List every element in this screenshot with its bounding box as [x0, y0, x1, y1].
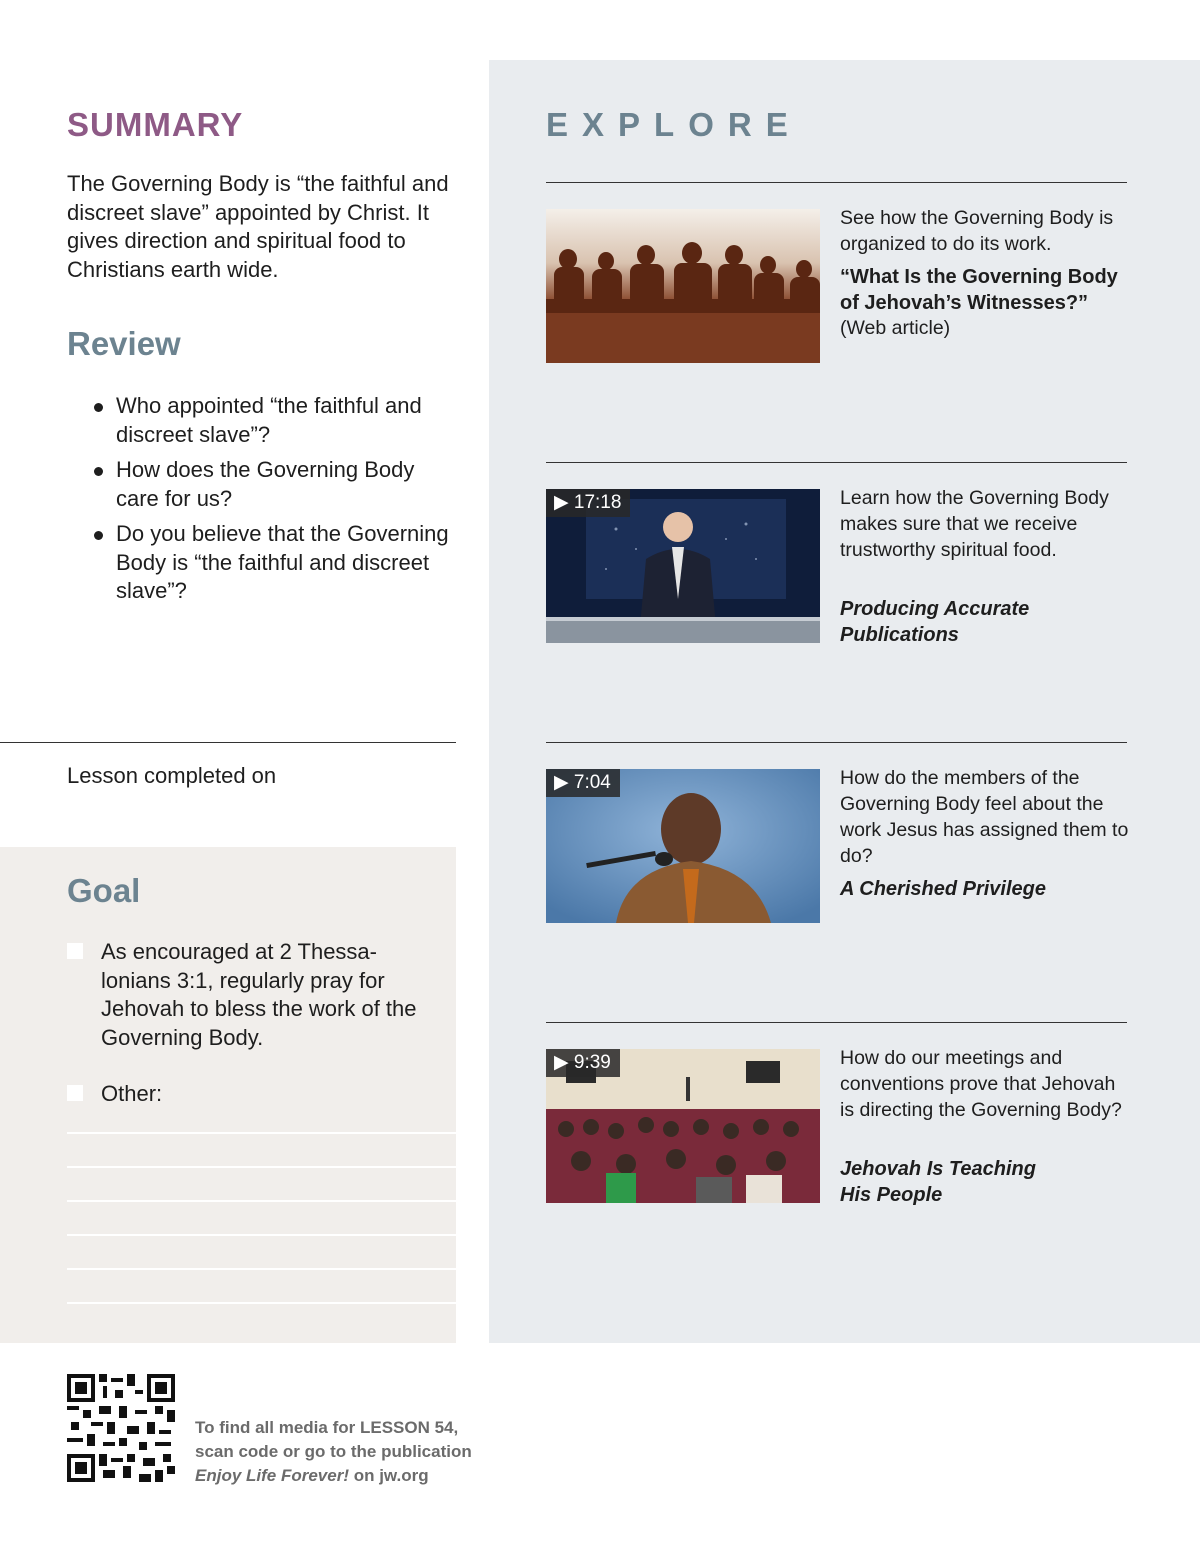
write-line[interactable]	[67, 1132, 456, 1134]
checkbox[interactable]	[67, 1085, 83, 1101]
publication-title[interactable]: Enjoy Life Forever!	[195, 1466, 349, 1485]
footer-line: scan code or go to the publication	[195, 1442, 472, 1461]
explore-description: How do the members of the Governing Body feel about the work Jesus has assigned them to do?	[840, 767, 1129, 867]
explore-thumbnail-image[interactable]	[546, 209, 820, 363]
video-duration: ▶ 7:04	[546, 769, 620, 797]
explore-thumbnail-video[interactable]	[546, 489, 820, 643]
lesson-completed-label: Lesson completed on	[67, 763, 277, 788]
footer-suffix: on jw.org	[348, 1466, 429, 1485]
explore-thumbnail-video[interactable]	[546, 769, 820, 923]
divider	[546, 462, 1127, 463]
review-question: Do you believe that the Governing Body is “the faithful and discreet slave”?	[90, 520, 460, 606]
review-question: How does the Governing Body care for us?	[90, 456, 460, 513]
footer-line	[195, 1464, 515, 1488]
summary-heading: SUMMARY	[67, 106, 244, 143]
explore-link-title[interactable]: Jehovah Is Teaching His People	[840, 1158, 1036, 1206]
footer-text	[195, 1416, 515, 1488]
checkbox[interactable]	[67, 943, 83, 959]
explore-description: Learn how the Governing Body makes sure that we receive trustworthy spiritual food.	[840, 487, 1109, 561]
write-line[interactable]	[67, 1166, 456, 1168]
write-line[interactable]	[67, 1268, 456, 1270]
video-duration: ▶ 9:39	[546, 1049, 620, 1077]
explore-thumbnail-video[interactable]	[546, 1049, 820, 1203]
write-line[interactable]	[67, 1200, 456, 1202]
write-line[interactable]	[67, 1302, 456, 1304]
write-line[interactable]	[67, 1234, 456, 1236]
goal-item-other	[67, 1080, 427, 1110]
explore-description: How do our meetings and conventions prove that Jehovah is directing the Governing Body?	[840, 1047, 1122, 1121]
review-list	[90, 392, 460, 613]
explore-heading: EXPLORE	[546, 106, 802, 143]
qr-code-icon[interactable]	[67, 1374, 175, 1482]
explore-note: (Web article)	[840, 317, 951, 339]
divider	[546, 742, 1127, 743]
goal-item-text: As encouraged at 2 Thessa-lonians 3:1, regularly pray for Jehovah to bless the work of the Governing Body.	[101, 939, 417, 1050]
divider	[0, 742, 456, 743]
explore-link-title[interactable]: “What Is the Governing Body of Jehovah’s Witnesses?”	[840, 266, 1118, 314]
goal-heading: Goal	[67, 872, 141, 909]
goal-item	[67, 938, 427, 1058]
goal-item-text: Other:	[101, 1081, 163, 1106]
divider	[546, 182, 1127, 183]
review-heading: Review	[67, 325, 181, 362]
explore-link-title[interactable]: A Cherished Privilege	[840, 878, 1046, 900]
explore-link-title[interactable]: Producing Accurate Publications	[840, 598, 1030, 646]
review-question: Who appointed “the faithful and discreet slave”?	[90, 392, 460, 449]
video-duration: ▶ 17:18	[546, 489, 630, 517]
summary-text: The Governing Body is “the faithful and discreet slave” appointed by Christ. It gives direction and spiritual food to Christians earth wide.	[67, 171, 449, 282]
divider	[546, 1022, 1127, 1023]
footer-line: To find all media for LESSON 54,	[195, 1418, 459, 1437]
explore-description: See how the Governing Body is organized to do its work.	[840, 207, 1114, 255]
